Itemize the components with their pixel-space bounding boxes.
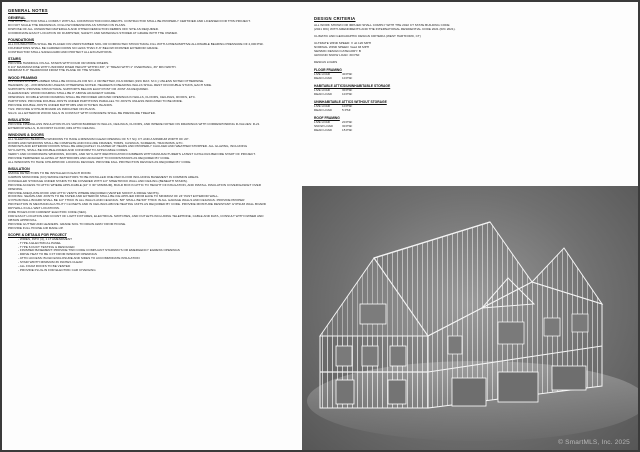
- checklist-item: - TYPE 6 DUCT TESTING & RESOLVED: [18, 245, 75, 249]
- note-line: CONCEALED STORAGE UNDER STAIRS TO BE COVERED WITH 1/2" SHEETROCK WALL AND CEILING (BENEATH STAIRS).: [8, 179, 188, 183]
- climate-row: GROUND SNOW LOAD: 30 PSF: [314, 53, 360, 57]
- climate-row: SEISMIC DESIGN CATEGORY: B: [314, 49, 361, 53]
- load-value: 15 PSF: [342, 128, 353, 132]
- note-line: ROOFING: SEAMS AND JOINTS TO BE TAPED AND EXTERIOR SHALL BE ICE APPLIED FROM EAVE TO MINIMUM OF 24" PAST EXTERIOR WALL.: [8, 195, 219, 199]
- load-group-title: ROOF FRAMING: [314, 116, 340, 120]
- note-line: DRYWALL IN ALL WET LOCATIONS.: [8, 207, 60, 211]
- note-line: ALL FOUNDATIONS SHALL BE PLACED ON UNDISTURBED SOIL OR COMPACTED STRUCTURAL FILL WITH A PRESUMPTIVE ALLOWABLE BEARING PRESSURE OF 2,000 PSF.: [8, 42, 264, 46]
- notes-section-title: FOUNDATIONS: [8, 38, 35, 43]
- design-loads-title: DESIGN LOADS: [314, 60, 338, 64]
- note-line: HEADERS: (2) - 2X8 MINIMUM UNLESS OTHERWISE NOTED. HEADERS IN BEARING WALLS SHALL REST ON DOUBLE STUDS, EACH SIDE.: [8, 84, 212, 88]
- load-group-title: UNINHABITABLE ATTICS WITHOUT STORAGE: [314, 100, 387, 104]
- note-line: DO NOT SCALE THE DRAWINGS. FOLLOW DIMENSIONS AS SHOWN ON PLANS.: [8, 24, 126, 27]
- load-value: 5 PSF: [342, 108, 351, 112]
- note-line: PROVIDE ACCESS TO ATTIC WHERE APPLICABLE (22" X 30" MINIMUM), BUILD BOX IN ATTIC TO HEIGHT OF INSULATION, AND INSTALL INSULATION COVER/GASKET OVER: [8, 183, 261, 187]
- note-line: SILLS: ALL EXTERIOR WOOD SILLS IN CONTACT WITH CONCRETE SHALL BE PRESSURE TREATED.: [8, 111, 156, 115]
- checklist-title: SCOPE & DETAILS FOR PROJECT: [8, 233, 67, 238]
- design-criteria: [314, 16, 632, 132]
- notes-section-title: INSULATION: [8, 167, 30, 172]
- note-line: PROTECTION IN MECHANICAL/UTILITY CLOSETS AND IN CEILINGS ABOVE HEATING UNITS AS REQUIRED BY CODE. PROVIDE MOISTURE RESISTANT GYPSUM WALL BOARD: [8, 203, 267, 207]
- load-row: [314, 128, 632, 132]
- general-notes: [8, 8, 308, 273]
- load-value: 20 PSF: [342, 120, 353, 124]
- note-line: CARBON MONOXIDE (CO) SMOKE DETECTORS TO BE INSTALLED ONE PER FLOOR INCLUDING BASEMENT IN COMMON AREAS.: [8, 175, 200, 179]
- note-line: FOUNDATIONS SHALL BE CARRIED DOWN NO LESS THAN 3'-6" BELOW FINISHED EXTERIOR GRADE.: [8, 46, 159, 50]
- note-line: ALL WINDOWS TO HAVE CHILDPROOF LOCKING DEVICES. PROVIDE FALL PROTECTION DEVICES AS REQUIRED BY CODE.: [8, 161, 192, 165]
- note-line: FOR EXACT LOCATION AND COUNT OF LIGHT FIXTURES, ELECTRICAL SWITCHES, AND OUTLETS INCLUDING TELEPHONE, CABLE AND DATA, CONSULT WITH OWNER AND: [8, 215, 264, 218]
- note-line: PROVIDE GUTTER AND LEADERS. GRADE SOIL TO DRAIN AWAY FROM HOUSE.: [8, 222, 127, 226]
- notes-sections: [8, 16, 308, 231]
- load-label: SNOW LOAD: [314, 124, 333, 128]
- note-line: SKYLIGHTS, SHALL BE DOUBLE-PANED AND CONFORM TO APPLICABLE CODES.: [8, 149, 129, 153]
- note-line: OBTAIN APPROVAL.: [8, 218, 38, 222]
- climate-row: ULTIMATE WIND SPEED: V ult 120 MPH: [314, 41, 371, 45]
- checklist: [8, 238, 308, 273]
- note-line: PROVIDE TEMPERED GLAZING AT BATHROOMS AND ADJACENT TO DOORS/STAIRS AS REQUIRED BY CODE.: [8, 157, 171, 161]
- drawing-sheet: [2, 2, 638, 450]
- note-line: CONTRACTOR SHALL SAFEGUARD AND PROTECT ALL EXCAVATIONS.: [8, 50, 113, 54]
- note-line: 8 1/4" MAXIMUM RISE WITH UNIFORM RISER HEIGHT WITHIN 3/8", 9" TREAD WITH 1" OVERHANG, 36" MIN WIDTH.: [8, 65, 177, 69]
- climate-row: NOMINAL WIND SPEED: Vasd 93 MPH: [314, 45, 370, 49]
- note-line: ALL DIMENSIONED LUMBER SHALL BE DOUGLAS FIR NO. 2 OR BETTER, KILN DRIED (19% MAX. M.C.) UNLESS NOTED OTHERWISE.: [8, 80, 205, 84]
- load-row: [314, 92, 632, 96]
- note-line: WIRE HOLES FOR CURRENT ELECTRIC CODE (NEC).: [8, 211, 88, 215]
- note-line: DOORS AND WINDOWS SHALL BE COMPLETE AND INCLUDE FRAMES, TRIMS, CASINGS, SCREENS, TRANSOMS, ETC.: [8, 141, 184, 145]
- checklist-item: - ALL FOAM ROOFS TO BE VENTED: [18, 265, 71, 269]
- checklist-item: - STAIR WIDTH MINIMUM 36 INCHES CLEAR: [18, 261, 83, 265]
- checklist-item: - DRIVE HEAT TO BE 3 FT FROM WINDOW OPENINGS: [18, 253, 97, 257]
- note-line: PROVIDE FULL HOUSE AIR MAKE-UP.: [8, 226, 64, 230]
- load-label: LIVE LOAD: [314, 88, 330, 92]
- load-value: 30 PSF: [342, 124, 353, 128]
- design-loads: [314, 68, 632, 132]
- note-line: PROVIDE FIBERGLASS INSULATION PLUS VAPOR BARRIER IN WALLS, CEILINGS, FLOORS, AND WHERE NOTED ON DRAWINGS WITH CORRESPONDING R-VALUES: R-21: [8, 122, 260, 126]
- house-framing-image: [302, 186, 638, 450]
- note-line: CLEARANCES: WOOD FRAMING SHALL BE 8" ABOVE ADJACENT GRADE.: [8, 92, 117, 96]
- load-label: LIVE LOAD: [314, 104, 330, 108]
- load-value: 10 PSF: [342, 104, 353, 108]
- climate-title: CLIMATIC AND GEOGRAPHIC DESIGN CRITERIA (WEST HARTFORD, CT): [314, 34, 421, 38]
- note-line: OPENINGS: DOUBLE WOOD FRAMING SHALL BE PROVIDED AROUND OPENINGS IN WALLS, FLOORS, CEILINGS, ROOFS, ETC.: [8, 96, 196, 100]
- checklist-item: - PROVIDE PLUG-IN FOR ELECTRIC CAR CHARGING: [18, 268, 96, 272]
- design-criteria-title: DESIGN CRITERIA: [314, 16, 356, 21]
- load-group-title: FLOOR FRAMING: [314, 68, 342, 72]
- note-line: PROVIDE ADEQUATE ROOF AND ATTIC VENTS WHERE REQUIRED (VENTED SOFFIT & RIDGE VENTS).: [8, 191, 160, 195]
- note-line: EXTERIOR WALLS, R-30 FIRST FLOOR, R49 ATTIC CEILING.: [8, 126, 96, 130]
- load-value: 10 PSF: [342, 76, 353, 80]
- framing-rendering: [302, 186, 638, 450]
- note-line: PROVIDE DOUBLE JOISTS UNDER BATHTUBS AND KITCHEN ISLANDS.: [8, 103, 113, 107]
- notes-section-title: WOOD FRAMING: [8, 75, 38, 80]
- code-line-2: (2021 IRC) WITH AMENDMENTS AND THE INTERNATIONAL RESIDENTIAL CODE 2021 (IRC 2021).: [314, 27, 456, 31]
- load-label: DEAD LOAD: [314, 128, 332, 132]
- note-line: PROVIDE HANDRAIL ON ALL STAIRS WITH FOUR OR MORE RISERS.: [8, 61, 109, 65]
- load-group-title: HABITABLE ATTICS/UNINHABITABLE STORAGE: [314, 84, 391, 88]
- note-line: WINDOWS AND EXTERIOR DOORS SHALL BE ADEQUATELY FLASHED AT HEADS AND PROPERLY CAULKED AND WEATHER STRIPPED. ALL GLAZING, INCLUDING: [8, 145, 248, 149]
- notes-section-title: WINDOWS & DOORS: [8, 133, 44, 137]
- notes-section-title: GENERAL: [8, 15, 26, 20]
- load-row: [314, 76, 632, 80]
- notes-section-title: INSULATION: [8, 118, 30, 123]
- note-line: OPENING.: [8, 187, 24, 191]
- notes-section-title: STAIRS: [8, 57, 21, 62]
- checklist-item: - TYPE A ELECTRICAL PANEL: [18, 241, 62, 245]
- code-line-1: ALL WORK SHOWN OR IMPLIED SHALL COMPLY WITH THE 2022 CT STATE BUILDING CODE: [314, 23, 450, 27]
- note-line: TGS: PROVIDE GYPSUM BOARD AS INDICATED ON PLANS.: [8, 107, 96, 111]
- load-value: 40 PSF: [342, 72, 353, 76]
- watermark: © SmartMLS, Inc. 2025: [558, 439, 630, 446]
- note-line: COORDINATE EXACT LOCATION OF DUMPSTER, SAFETY AND MATERIALS STORED AT GRADE WITH THE OWNER.: [8, 31, 178, 35]
- note-line: ALL SLEEPING BEDROOM WINDOWS TO HAVE A MINIMUM CLEAR OPENING OF 5.7 SQ. FT. AND A MINIMUM WIDTH OF 20".: [8, 137, 190, 141]
- load-label: LIVE LOAD: [314, 72, 330, 76]
- checklist-item: - WIRES, INTO (4), 1 LT AMENDMENT: [18, 237, 72, 241]
- load-label: DEAD LOAD: [314, 108, 332, 112]
- note-line: THE CONTRACTOR SHALL COMPLY WITH ALL CONSTRUCTION DOCUMENTS. CONTRACTOR SHALL BE PROPERLY CERTIFIED AND LICENSED FOR THIS PROJECT.: [8, 20, 251, 24]
- load-label: DEAD LOAD: [314, 76, 332, 80]
- note-line: SMOKE DETECTORS TO BE INSTALLED IN EACH ROOM.: [8, 172, 92, 176]
- checklist-item: - ATTIC ACCESS: BUILD ENCLOSURE AND SIDES TO ACCOMMODATE INSULATION: [18, 257, 140, 261]
- load-row: [314, 108, 632, 112]
- note-line: VERIFY AND COORDINATE WINDOWS, DOORS, AND SKYLIGHT IDENTIFICATION NUMBERS WITH MANUFACTURER'S LATEST CATALOGS BEFORE START OF PROJECT.: [8, 153, 256, 157]
- general-notes-title: GENERAL NOTES: [8, 8, 48, 13]
- load-value: 10 PSF: [342, 92, 353, 96]
- load-label: DEAD LOAD: [314, 92, 332, 96]
- load-label: LIVE LOAD: [314, 120, 330, 124]
- note-line: PARTITIONS: PROVIDE DOUBLE JOISTS UNDER PARTITIONS PARALLEL TO JOISTS UNLESS INDICATED TO BE MORE.: [8, 99, 183, 103]
- load-value: 30 PSF: [342, 88, 353, 92]
- note-line: GYPSUM WALL BOARD SHALL BE 1/2" THICK IN ALL WALLS AND CEILINGS. 5/8" SHALL BE 5/8" THICK IN ALL GARAGE WALLS AND CEILINGS. PROVIDE PROPER: [8, 199, 245, 203]
- note-line: MINIMUM 6'-8" HEADROOM FROM THE PLANE OF THE STAIRS.: [8, 69, 101, 73]
- checklist-item: - FINISHED BASEMENT: PROVIDE TWO CODE COMPLIANT STAIRWAYS OR EMERGENCY EGRESS OPENINGS: [18, 249, 180, 253]
- note-line: SUPPORTS: PROVIDE STRUCTURAL SUPPORTS BELOW EACH POST OR JOIST AS REQUIRED.: [8, 88, 149, 92]
- note-line: DISPOSE OF ALL UNWANTED MATERIALS AND OTHER DEMOLITION DEBRIS OFF SITE AS REQUIRED.: [8, 27, 159, 31]
